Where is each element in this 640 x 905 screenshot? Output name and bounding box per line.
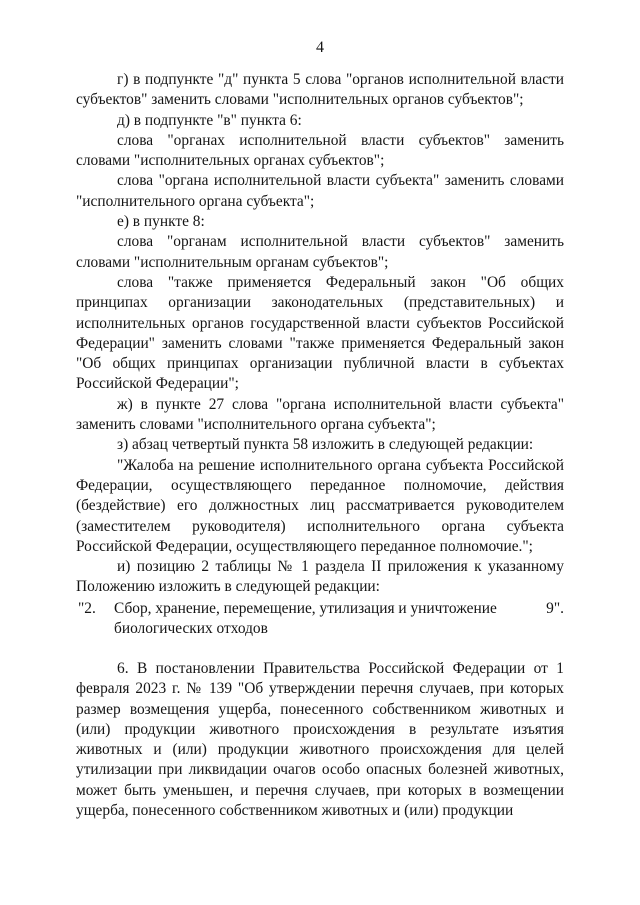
paragraph: ж) в пункте 27 слова "органа исполнительной власти субъекта" заменить словами "исполнительного органа субъекта"; — [76, 395, 564, 434]
paragraph: слова "органах исполнительной власти субъектов" заменить словами "исполнительных органах субъектов"; — [76, 131, 564, 170]
table-row-value: 9". — [546, 600, 564, 617]
paragraph: д) в подпункте "в" пункта 6: — [117, 111, 302, 129]
paragraph: слова "также применяется Федеральный закон "Об общих принципах организации законодательных (представительных) и исполнительных органов государственной власти субъектов Российской Федерации" заменить словами "также применяется Федеральный закон "Об общих принципах организации публичной власти в субъектах Российской Федерации"; — [76, 273, 564, 393]
paragraph: г) в подпункте "д" пункта 5 слова "органов исполнительной власти субъектов" заменить словами "исполнительных органов субъектов"; — [76, 71, 564, 109]
page-number: 4 — [316, 39, 324, 56]
paragraph: 6. В постановлении Правительства Российской Федерации от 1 февраля 2023 г. № 139 "Об утверждении перечня случаев, при которых размер возмещения ущерба, понесенного собственником животных и (или) продукции животного происхождения в результате изъятия животных и (или) продукции животного происхождения для целей утилизации при ликвидации очагов особо опасных болезней животных, может быть уменьшен, и перечня случаев, при которых в возмещении ущерба, понесенного собственником животных и (или) продукции — [76, 660, 564, 820]
table-row-text: Сбор, хранение, перемещение, утилизация и уничтожение биологических отходов — [114, 600, 497, 638]
paragraph: е) в пункте 8: — [117, 213, 205, 231]
paragraph: и) позицию 2 таблицы № 1 раздела II приложения к указанному Положению изложить в следующей редакции: — [76, 558, 564, 596]
paragraph: слова "органам исполнительной власти субъектов" заменить словами "исполнительным органам субъектов"; — [76, 233, 564, 271]
document-body-continued — [76, 659, 564, 821]
document-body — [76, 70, 564, 598]
paragraph: "Жалоба на решение исполнительного органа субъекта Российской Федерации, осуществляющего переданное полномочие, действия (бездействие) его должностных лиц рассматривается руководителем (заместителем руководителя) исполнительного органа субъекта Российской Федерации, осуществляющего переданное полномочие."; — [76, 456, 564, 555]
paragraph: слова "органа исполнительной власти субъекта" заменить словами "исполнительного органа субъекта"; — [76, 172, 564, 210]
table-row-number: "2. — [78, 600, 96, 617]
paragraph: з) абзац четвертый пункта 58 изложить в следующей редакции: — [117, 436, 534, 454]
